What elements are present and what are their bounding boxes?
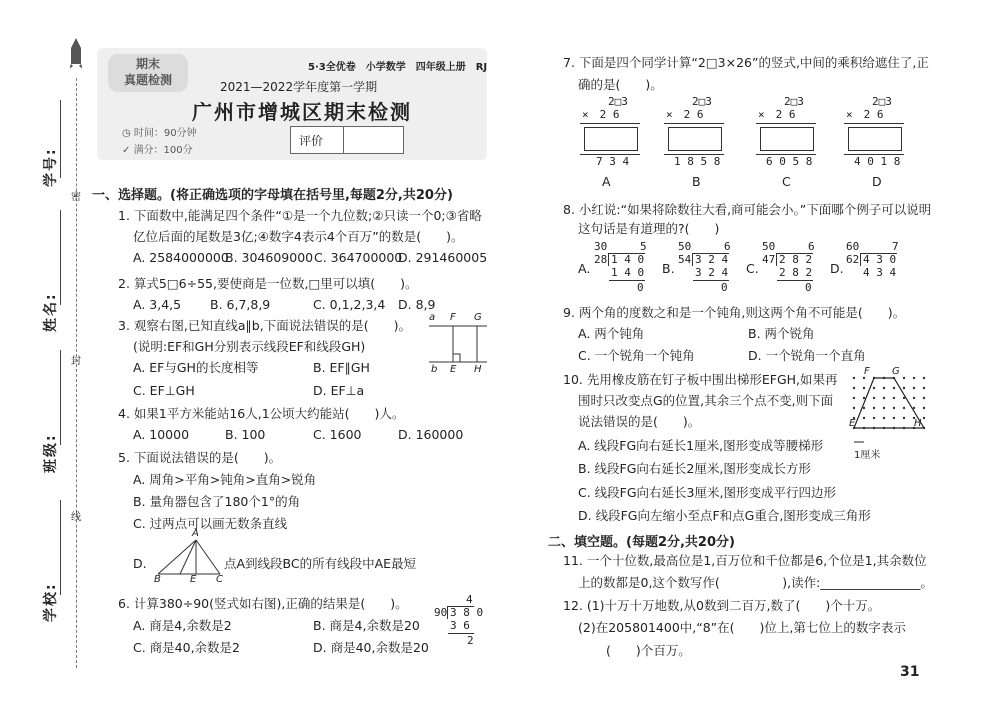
name-label: 姓名: [43,292,59,332]
q1-option-b[interactable]: B. 304609000 [225,250,314,265]
class-line[interactable] [60,350,61,445]
q5-label-B: B [154,574,161,585]
peg-dot [873,397,875,399]
peg-dot [923,387,925,389]
peg-dot [883,417,885,419]
q1-option-c[interactable]: C. 364700000 [314,250,403,265]
q4-option-b[interactable]: B. 100 [225,427,266,442]
q8-a-dividend: 1 4 0 [611,253,645,266]
q8-d-rough: 60 [846,240,860,253]
q3-label-H: H [474,364,482,375]
q7-option-c[interactable] [756,96,826,188]
q3-option-d[interactable]: D. EF⊥a [313,383,365,398]
q7-a-hidden [584,127,638,151]
q6-dividend: 3 8 0 [450,606,484,619]
q7-b-result: 1 8 5 8 [674,155,721,168]
q8-line1: 8. 小红说:“如果将除数往大看,商可能会小。”下面哪个例子可以说明 [563,202,932,217]
peg-dot [853,397,855,399]
q8-a-rough: 30 [594,240,608,253]
q6-option-b[interactable]: B. 商是4,余数是20 [313,618,420,633]
peg-dot [903,417,905,419]
clock-icon: ◷ [122,128,134,139]
peg-dot [903,407,905,409]
q7-a-mult: × 2 6 [582,108,620,121]
q10-pegboard-figure [848,368,938,462]
peg-dot [863,397,865,399]
q2-option-b[interactable]: B. 6,7,8,9 [210,297,271,312]
peg-dot [863,407,865,409]
q3-label-a: a [429,312,436,323]
q6-divisor: 90 [434,606,448,619]
q5-option-a[interactable]: A. 周角>平角>钝角>直角>锐角 [133,472,317,487]
q5-line1: 5. 下面说法错误的是( )。 [118,450,282,465]
q10-option-d[interactable]: D. 线段FG向左缩小至点F和点G重合,图形变成三角形 [578,508,871,523]
peg-dot [853,387,855,389]
q9-option-c[interactable]: C. 一个锐角一个钝角 [578,348,695,363]
q1-line2: 亿位后面的尾数是3亿;④数字4表示4个百万”的数是( )。 [133,229,464,244]
q12-line1: 12. (1)十万十万地数,从0数到二百万,数了( )个十万。 [563,598,881,613]
q8-c-divisor: 47 [762,253,776,266]
q7-d-result: 4 0 1 8 [854,155,901,168]
q10-label-F: F [864,366,870,377]
check-icon: ✓ [122,145,134,156]
q5-label-C: C [216,574,223,585]
peg-dot [873,407,875,409]
q3-line2: (说明:EF和GH分别表示线段EF和线段GH) [133,339,366,354]
peg-dot [873,417,875,419]
q2-option-c[interactable]: C. 0,1,2,3,4 [313,297,386,312]
q3-option-b[interactable]: B. EF∥GH [313,360,370,375]
year-label: 2021—2022学年度第一学期 [220,80,378,94]
q3-option-c[interactable]: C. EF⊥GH [133,383,195,398]
q8-c-product: 2 8 2 [779,266,813,279]
q7-c-hidden [760,127,814,151]
q10-label-E: E [849,418,856,429]
series-label: 5·3全优卷 小学数学 四年级上册 RJ [308,62,488,73]
q7-b-top: 2□3 [692,95,712,108]
time-text: 时间：90分钟 [133,128,197,139]
section2-heading: 二、填空题。(每题2分,共20分) [548,535,735,550]
q8-option-d[interactable] [830,241,920,301]
q8-d-product: 4 3 4 [863,266,897,279]
q12-line3: ( )个百万。 [606,643,691,658]
peg-dot [923,377,925,379]
q7-c-result: 6 0 5 8 [766,155,813,168]
q4-line1: 4. 如果1平方米能站16人,1公顷大约能站( )人。 [118,406,405,421]
q6-remainder: 2 [467,634,474,647]
q1-option-d[interactable]: D. 291460005 [398,250,488,265]
q8-b-quotient: 6 [724,240,731,253]
q5-label-A: A [192,528,199,539]
peg-dot [893,407,895,409]
q8-a-product: 1 4 0 [611,266,645,279]
q8-d-dividend: 4 3 0 [863,253,897,266]
page-number-text: 31 [900,664,920,680]
q5-option-d[interactable]: 点A到线段BC的所有线段中AE最短 [224,556,417,571]
q8-a-quotient: 5 [640,240,647,253]
q10-line1: 10. 先用橡皮筋在钉子板中围出梯形EFGH,如果再 [563,372,838,387]
q6-option-d[interactable]: D. 商是40,余数是20 [313,640,429,655]
q8-c-letter: C. [746,261,759,276]
q3-parallel-lines-figure [425,314,490,376]
name-line[interactable] [60,210,61,305]
section1-heading: 一、选择题。(将正确选项的字母填在括号里,每题2分,共20分) [92,188,453,203]
binding-mark-seal: 密 [71,192,81,203]
q5-label-E: E [190,574,197,585]
q8-option-b[interactable] [662,241,752,301]
peg-dot [863,377,865,379]
q2-line1: 2. 算式5□6÷55,要使商是一位数,□里可以填( )。 [118,276,418,291]
q4-option-a[interactable]: A. 10000 [133,427,190,442]
q7-d-hidden [848,127,902,151]
q7-c-top: 2□3 [784,95,804,108]
q2-option-a[interactable]: A. 3,4,5 [133,297,182,312]
peg-dot [883,397,885,399]
badge-text: 期末 真题检测 [123,57,172,87]
peg-dot [913,387,915,389]
q8-options [578,241,938,301]
q6-option-a[interactable]: A. 商是4,余数是2 [133,618,232,633]
q8-c-rough: 50 [762,240,776,253]
q8-a-remainder: 0 [637,281,644,294]
q8-option-c[interactable] [746,241,836,301]
q10-option-c[interactable]: C. 线段FG向右延长3厘米,图形变成平行四边形 [578,485,836,500]
q8-b-rough: 50 [678,240,692,253]
q5-triangle-figure [152,528,224,585]
school-line[interactable] [60,500,61,595]
q2-option-d[interactable]: D. 8,9 [398,297,436,312]
q7-options [580,96,920,188]
peg-dot [853,407,855,409]
q8-c-remainder: 0 [805,281,812,294]
q8-b-product: 3 2 4 [695,266,729,279]
q10-option-a[interactable]: A. 线段FG向右延长1厘米,图形变成等腰梯形 [578,438,824,453]
q7-d-top: 2□3 [872,95,892,108]
q7-a-top: 2□3 [608,95,628,108]
q8-line2: 这句话是有道理的?( ) [578,221,720,236]
q7-a-result: 7 3 4 [596,155,630,168]
exam-badge [108,54,188,92]
q8-a-letter: A. [578,261,591,276]
q10-label-G: G [892,366,900,377]
q8-d-divisor: 62 [846,253,860,266]
q7-option-a[interactable] [580,96,650,188]
q11-line2: 上的数都是0,这个数写作( ),读作:________________。 [578,575,933,590]
eval-box[interactable] [290,126,404,154]
q5-option-c[interactable]: C. 过两点可以画无数条直线 [133,516,288,531]
q8-b-dividend: 3 2 4 [695,253,729,266]
q10-label-H: H [914,418,922,429]
peg-dot [893,387,895,389]
class-label: 班级: [43,433,59,473]
time-label [122,124,197,139]
student-id-line[interactable] [60,100,61,178]
q8-a-divisor: 28 [594,253,608,266]
q7-a-letter: A [602,174,611,189]
q8-d-letter: D. [830,261,844,276]
q8-b-remainder: 0 [721,281,728,294]
peg-dot [893,417,895,419]
q4-option-c[interactable]: C. 1600 [313,427,362,442]
peg-dot [873,387,875,389]
peg-dot [893,397,895,399]
q8-d-quotient: 7 [892,240,899,253]
q8-b-divisor: 54 [678,253,692,266]
q7-line2: 确的是( )。 [578,77,663,92]
peg-dot [853,377,855,379]
q3-label-F: F [450,312,456,323]
binding-mark-line: 线 [71,512,81,523]
q6-long-division [434,594,484,652]
q6-quotient: 4 [466,593,473,606]
q10-line3: 说法错误的是( )。 [578,414,701,429]
eval-label: 评价 [299,134,324,148]
score-label [122,141,193,156]
q9-option-a[interactable]: A. 两个钝角 [578,326,645,341]
peg-dot [923,417,925,419]
q8-b-letter: B. [662,261,675,276]
q7-d-mult: × 2 6 [846,108,884,121]
q3-label-b: b [431,364,438,375]
q1-option-a[interactable]: A. 2584000000 [133,250,229,265]
q5-option-b[interactable]: B. 量角器包含了180个1°的角 [133,494,301,509]
q7-b-letter: B [692,174,701,189]
peg-dot [913,377,915,379]
peg-dot [883,407,885,409]
q3-line1: 3. 观察右图,已知直线a∥b,下面说法错误的是( )。 [118,318,411,333]
q10-line2: 围时只改变点G的位置,其余三个点不变,则下面 [578,393,834,408]
q8-option-a[interactable] [578,241,668,301]
peg-dot [903,377,905,379]
peg-dot [903,387,905,389]
peg-dot [923,397,925,399]
peg-dot [863,417,865,419]
q9-line1: 9. 两个角的度数之和是一个钝角,则这两个角不可能是( )。 [563,305,906,320]
q7-option-b[interactable] [664,96,734,188]
q7-c-letter: C [782,174,791,189]
page-number [900,664,919,680]
q7-d-letter: D [872,174,882,189]
q6-product: 3 6 [450,619,470,632]
q6-option-c[interactable]: C. 商是40,余数是2 [133,640,241,655]
school-label: 学校: [43,582,59,622]
q6-line1: 6. 计算380÷90(竖式如右图),正确的结果是( )。 [118,596,408,611]
q1-line1: 1. 下面数中,能满足四个条件“①是一个九位数;②只读一个0;③省略 [118,208,482,223]
q7-c-mult: × 2 6 [758,108,796,121]
q8-c-dividend: 2 8 2 [779,253,813,266]
q5-option-d-prefix[interactable]: D. [133,556,147,571]
q3-label-E: E [450,364,457,375]
q4-option-d[interactable]: D. 160000 [398,427,464,442]
q7-b-mult: × 2 6 [666,108,704,121]
page-title: 广州市增城区期末检测 [192,100,412,124]
q11-line1: 11. 一个十位数,最高位是1,百万位和千位都是6,个位是1,其余数位 [563,553,927,568]
q7-line1: 7. 下面是四个同学计算“2□3×26”的竖式,中间的乘积给遮住了,正 [563,55,929,70]
q7-b-hidden [668,127,722,151]
binding-mark-close: 封 [71,356,81,367]
peg-dot [863,387,865,389]
student-id-label: 学号: [43,147,59,187]
q3-label-G: G [474,312,482,323]
q9-option-b[interactable]: B. 两个锐角 [748,326,815,341]
peg-dot [913,397,915,399]
binding-line [76,78,77,668]
q7-option-d[interactable] [844,96,914,188]
q10-option-b[interactable]: B. 线段FG向右延长2厘米,图形变成长方形 [578,461,811,476]
score-text: 满分：100分 [133,145,193,156]
q12-line2: (2)在205801400中,“8”在( )位上,第七位上的数字表示 [578,620,906,635]
q8-c-quotient: 6 [808,240,815,253]
q3-option-a[interactable]: A. EF与GH的长度相等 [133,360,259,375]
rocket-icon [70,38,82,72]
peg-dot [883,387,885,389]
peg-dot [923,407,925,409]
q9-option-d[interactable]: D. 一个锐角一个直角 [748,348,866,363]
q10-unit-label: 1厘米 [854,450,881,461]
